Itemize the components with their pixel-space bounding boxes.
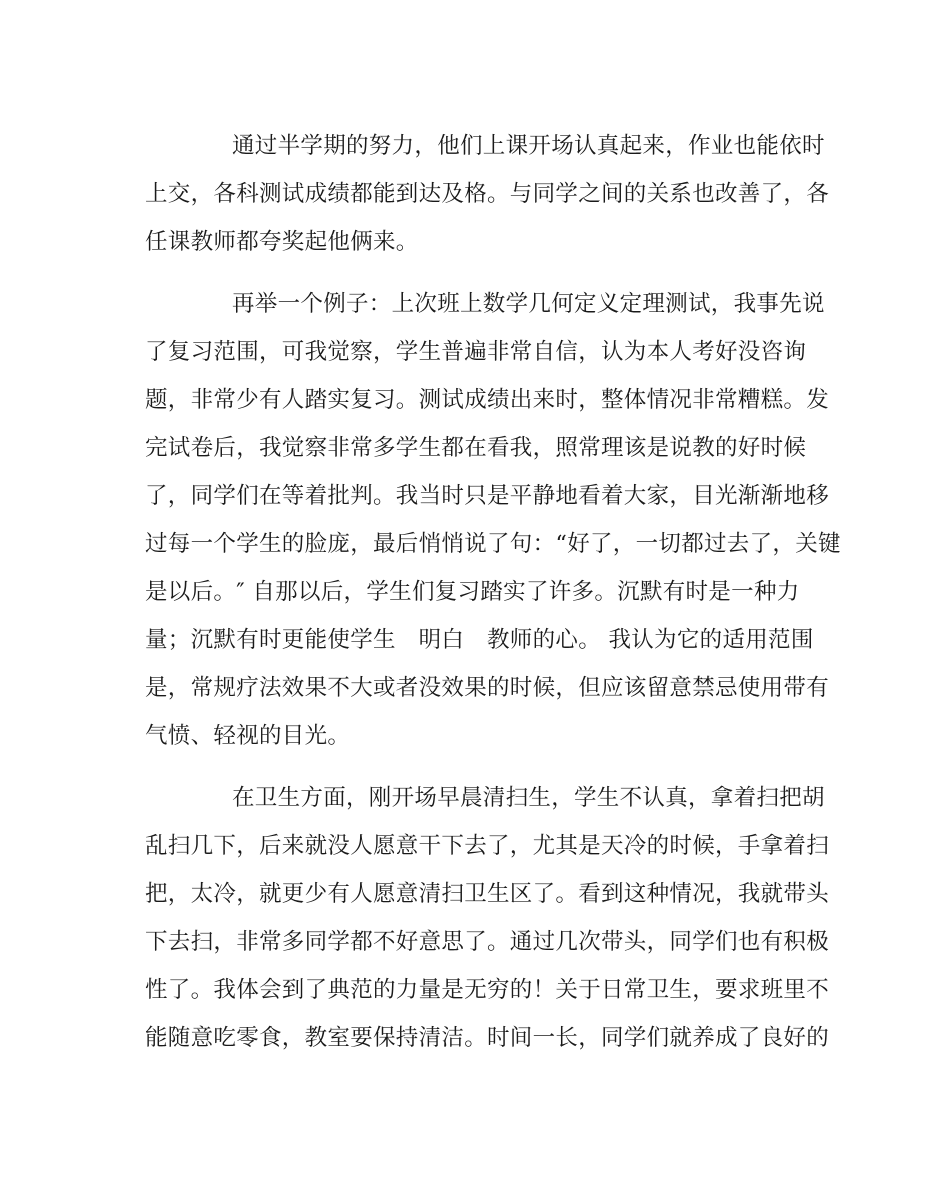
paragraph-2-line-3: 题，非常少有人踏实复习。测试成绩出来时，整体情况非常糟糕。发 xyxy=(145,387,830,413)
paragraph-2-line-10: 气愤、轻视的目光。 xyxy=(145,723,351,749)
paragraph-2-line-6: 过每一个学生的脸庞，最后悄悄说了句：“好了，一切都过去了，关键 xyxy=(145,531,841,557)
paragraph-3-line-2: 乱扫几下，后来就没人愿意干下去了，尤其是天冷的时候，手拿着扫 xyxy=(145,833,830,859)
paragraph-1-line-3: 任课教师都夸奖起他俩来。 xyxy=(145,229,419,255)
paragraph-3-line-1: 在卫生方面，刚开场早晨清扫生，学生不认真，拿着扫把胡 xyxy=(232,785,825,811)
paragraph-3-line-3: 把，太冷，就更少有人愿意清扫卫生区了。看到这种情况，我就带头 xyxy=(145,881,830,907)
paragraph-3-line-4: 下去扫，非常多同学都不好意思了。通过几次带头，同学们也有积极 xyxy=(145,929,830,955)
paragraph-2-line-2: 了复习范围，可我觉察，学生普遍非常自信，认为本人考好没咨询 xyxy=(145,339,807,365)
paragraph-1-line-1: 通过半学期的努力，他们上课开场认真起来，作业也能依时 xyxy=(232,133,825,159)
paragraph-1-line-2: 上交，各科测试成绩都能到达及格。与同学之间的关系也改善了，各 xyxy=(145,181,830,207)
paragraph-2-line-1: 再举一个例子：上次班上数学几何定义定理测试，我事先说 xyxy=(232,291,825,317)
paragraph-3-line-5: 性了。我体会到了典范的力量是无穷的！关于日常卫生，要求班里不 xyxy=(145,977,830,1003)
paragraph-2-line-8: 量；沉默有时更能使学生 明白 教师的心。 我认为它的适用范围 xyxy=(145,627,814,653)
paragraph-2-line-7: 是以后。″ 自那以后，学生们复习踏实了许多。沉默有时是一种力 xyxy=(145,579,800,605)
paragraph-2-line-5: 了，同学们在等着批判。我当时只是平静地看着大家，目光渐渐地移 xyxy=(145,483,830,509)
paragraph-2-line-4: 完试卷后，我觉察非常多学生都在看我，照常理该是说教的好时候 xyxy=(145,435,807,461)
paragraph-3-line-6: 能随意吃零食，教室要保持清洁。时间一长，同学们就养成了良好的 xyxy=(145,1025,830,1051)
paragraph-2-line-9: 是，常规疗法效果不大或者没效果的时候，但应该留意禁忌使用带有 xyxy=(145,675,830,701)
